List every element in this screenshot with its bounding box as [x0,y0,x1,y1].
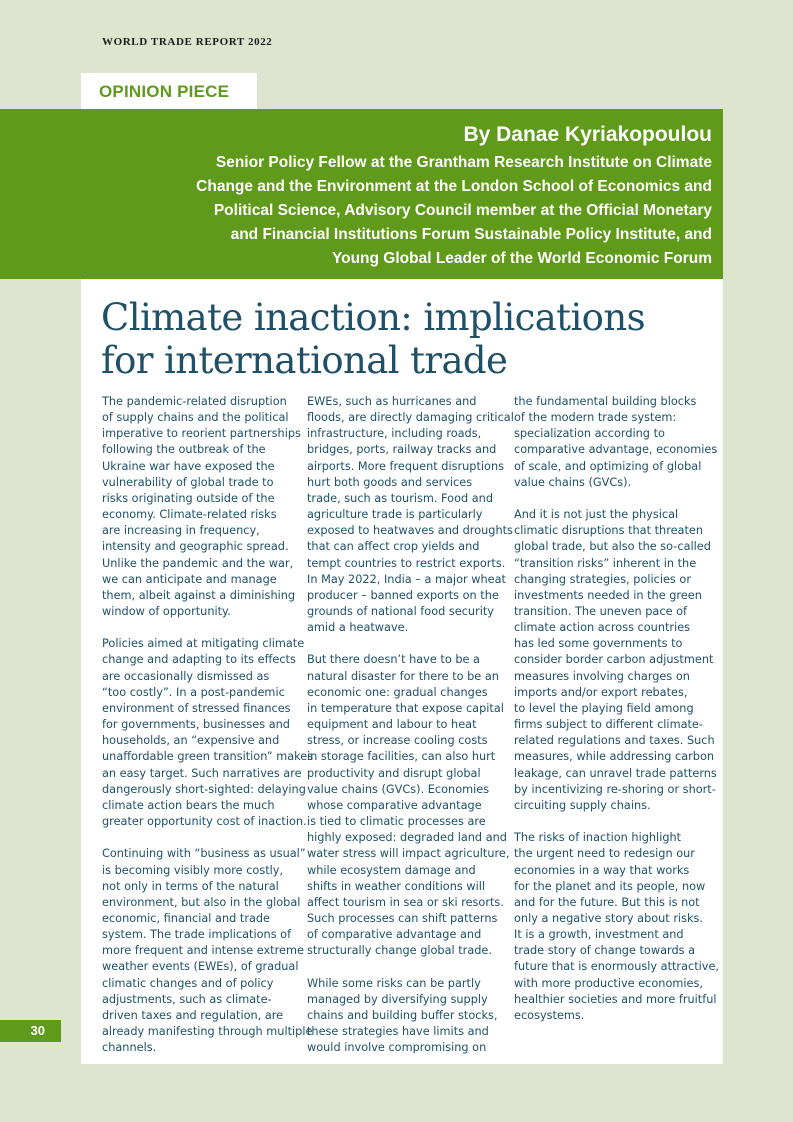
body-text-line: grounds of national food security [307,605,494,619]
body-text-line: are increasing in frequency, [102,524,260,538]
body-text-line: of scale, and optimizing of global [514,459,702,473]
article-panel [81,279,723,1064]
body-text-line: stress, or increase cooling costs [307,734,488,748]
body-text-line: unaffordable green transition” makes [102,750,314,764]
body-text-line: Such processes can shift patterns [307,911,498,925]
running-header: WORLD TRADE REPORT 2022 [102,36,273,48]
body-text-line: vulnerability of global trade to [102,475,274,489]
body-text-line: households, an “expensive and [102,734,280,748]
text-column-1 [102,394,313,1056]
body-text-line: producer – banned exports on the [307,588,499,602]
body-text-line: we can anticipate and manage [102,572,277,586]
body-text-line: Policies aimed at mitigating climate [102,637,305,651]
body-text-line: healthier societies and more fruitful [514,992,717,1006]
body-text-line: in temperature that expose capital [307,701,504,715]
body-text-line: tempt countries to restrict exports. [307,556,506,570]
body-text-line: economic one: gradual changes [307,685,488,699]
body-text-line: the fundamental building blocks [514,395,697,408]
body-text-line: more frequent and intense extreme [102,944,304,958]
body-text-line: intensity and geographic spread. [102,540,289,554]
body-text-line: economic, financial and trade [102,911,271,925]
body-text-line: already manifesting through multiple [102,1025,313,1039]
body-text-line: not only in terms of the natural [102,879,279,893]
body-text-line: future that is enormously attractive, [514,960,720,974]
body-text-line: only a negative story about risks. [514,911,704,925]
body-text-line: global trade, but also the so-called [514,540,711,554]
page-number-tab [0,1020,61,1042]
body-text-line: comparative advantage, economies [514,443,718,457]
author-affiliation-line: Young Global Leader of the World Economic Forum [331,250,712,267]
body-text-line: that can affect crop yields and [307,540,480,554]
body-text-line: circuiting supply chains. [514,798,651,812]
article-title-line: for international trade [101,339,508,382]
body-text-line: Ukraine war have exposed the [102,459,275,473]
body-text-line: by incentivizing re-shoring or short- [514,782,716,796]
author-affiliation-line: Senior Policy Fellow at the Grantham Research Institute on Climate [215,154,712,171]
paragraph-gap [307,636,514,652]
body-text-line: firms subject to different climate- [514,718,703,732]
body-text-line: changing strategies, policies or [514,572,691,586]
body-text-line: of comparative advantage and [307,928,482,942]
body-text-line: change and adapting to its effects [102,653,296,667]
body-text-line: Unlike the pandemic and the war, [102,556,294,570]
author-affiliation-line: Political Science, Advisory Council member at the Official Monetary [213,202,712,219]
body-text-line: is tied to climatic processes are [307,815,486,829]
body-text-line: Continuing with “business as usual” [102,847,306,861]
body-text-line: hurt both goods and services [307,475,473,489]
body-text-line: of the modern trade system: [514,411,677,425]
body-text-line: climate action bears the much [102,798,275,812]
body-text-line: in storage facilities, can also hurt [307,750,496,764]
author-affiliation-line: Change and the Environment at the London School of Economics and [196,178,712,195]
body-text-line: while ecosystem damage and [307,863,476,877]
body-text-line: affect tourism in sea or ski resorts. [307,895,504,909]
body-text-line: climatic disruptions that threaten [514,524,704,538]
body-text-line: risks originating outside of the [102,491,275,505]
body-text-line: environment, but also in the global [102,895,301,909]
body-text-line: The pandemic-related disruption [102,395,287,408]
body-text-line: consider border carbon adjustment [514,653,714,667]
body-text-line: to level the playing field among [514,701,694,715]
body-text-line: exposed to heatwaves and droughts [307,524,513,538]
paragraph-gap [514,814,719,830]
body-text-line: an easy target. Such narratives are [102,766,302,780]
body-text-line: adjustments, such as climate- [102,992,272,1006]
body-text-line: In May 2022, India – a major wheat [307,572,506,586]
section-label: OPINION PIECE [99,82,230,101]
body-text-line: infrastructure, including roads, [307,427,482,441]
body-text-line: and for the future. But this is not [514,895,700,909]
author-name: By Danae Kyriakopoulou [463,123,712,146]
body-text-line: equipment and labour to heat [307,718,477,732]
body-text-line: transition. The uneven pace of [514,605,687,619]
article-title-line: Climate inaction: implications [101,296,645,339]
body-text-line: agriculture trade is particularly [307,508,483,522]
body-text-line: related regulations and taxes. Such [514,734,715,748]
text-column-3 [514,394,719,1024]
body-text-line: value chains (GVCs). [514,475,632,489]
body-text-line: would involve compromising on [307,1041,487,1055]
body-text-line: is becoming visibly more costly, [102,863,284,877]
paragraph-gap [102,620,313,636]
body-text-line: “transition risks” inherent in the [514,556,697,570]
body-text-line: specialization according to [514,427,665,441]
body-text-line: floods, are directly damaging critical [307,411,514,425]
body-text-line: chains and building buffer stocks, [307,1008,498,1022]
paragraph-gap [307,959,514,975]
body-text-line: economy. Climate-related risks [102,508,277,522]
body-text-line: driven taxes and regulation, are [102,1008,284,1022]
page-number: 30 [30,1023,45,1038]
body-text-line: investments needed in the green [514,588,702,602]
body-text-line: for the planet and its people, now [514,879,706,893]
paragraph-gap [102,830,313,846]
body-text-line: And it is not just the physical [514,508,679,522]
body-text-line: EWEs, such as hurricanes and [307,395,477,408]
body-text-line: trade, such as tourism. Food and [307,491,493,505]
paragraph-gap [514,491,719,507]
body-text-line: whose comparative advantage [307,798,482,812]
body-text-line: imports and/or export rebates, [514,685,688,699]
body-text-line: trade story of change towards a [514,944,696,958]
body-text-line: ecosystems. [514,1008,585,1022]
body-text-line: highly exposed: degraded land and [307,831,507,845]
body-text-line: these strategies have limits and [307,1025,489,1039]
body-text-line: value chains (GVCs). Economies [307,782,490,796]
body-text-line: managed by diversifying supply [307,992,488,1006]
body-text-line: leakage, can unravel trade patterns [514,766,717,780]
body-text-line: “too costly”. In a post-pandemic [102,685,285,699]
body-text-line: economies in a way that works [514,863,690,877]
body-text-line: shifts in weather conditions will [307,879,486,893]
body-text-line: measures, while addressing carbon [514,750,715,764]
body-text-line: dangerously short-sighted: delaying [102,782,306,796]
body-text-line: window of opportunity. [102,605,231,619]
body-text-line: environment of stressed finances [102,701,291,715]
body-text-line: climate action across countries [514,621,691,635]
body-text-line: The risks of inaction highlight [514,831,682,845]
body-text-line: the urgent need to redesign our [514,847,695,861]
body-text-line: water stress will impact agriculture, [307,847,510,861]
section-label-tab [81,73,257,109]
body-text-line: But there doesn’t have to be a [307,653,480,667]
body-text-line: following the outbreak of the [102,443,266,457]
body-text-line: system. The trade implications of [102,928,292,942]
body-text-line: productivity and disrupt global [307,766,481,780]
body-text-line: measures involving charges on [514,669,690,683]
body-text-line: airports. More frequent disruptions [307,459,505,473]
body-text-line: bridges, ports, railway tracks and [307,443,497,457]
text-column-2 [307,394,514,1056]
body-text-line: natural disaster for there to be an [307,669,499,683]
body-text-line: with more productive economies, [514,976,703,990]
body-text-line: climatic changes and of policy [102,976,274,990]
body-text-line: It is a growth, investment and [514,928,684,942]
body-text-line: While some risks can be partly [307,976,481,990]
body-text-line: weather events (EWEs), of gradual [102,960,299,974]
author-banner [0,109,723,279]
body-text-line: structurally change global trade. [307,944,492,958]
body-text-line: for governments, businesses and [102,718,290,732]
body-text-line: them, albeit against a diminishing [102,588,296,602]
body-text-line: are occasionally dismissed as [102,669,270,683]
body-text-line: imperative to reorient partnerships [102,427,301,441]
body-text-line: greater opportunity cost of inaction. [102,815,307,829]
author-affiliation-line: and Financial Institutions Forum Sustainable Policy Institute, and [230,226,712,243]
body-text-line: amid a heatwave. [307,621,409,635]
body-text-line: has led some governments to [514,637,683,651]
body-text-line: channels. [102,1041,157,1055]
body-text-line: of supply chains and the political [102,411,289,425]
